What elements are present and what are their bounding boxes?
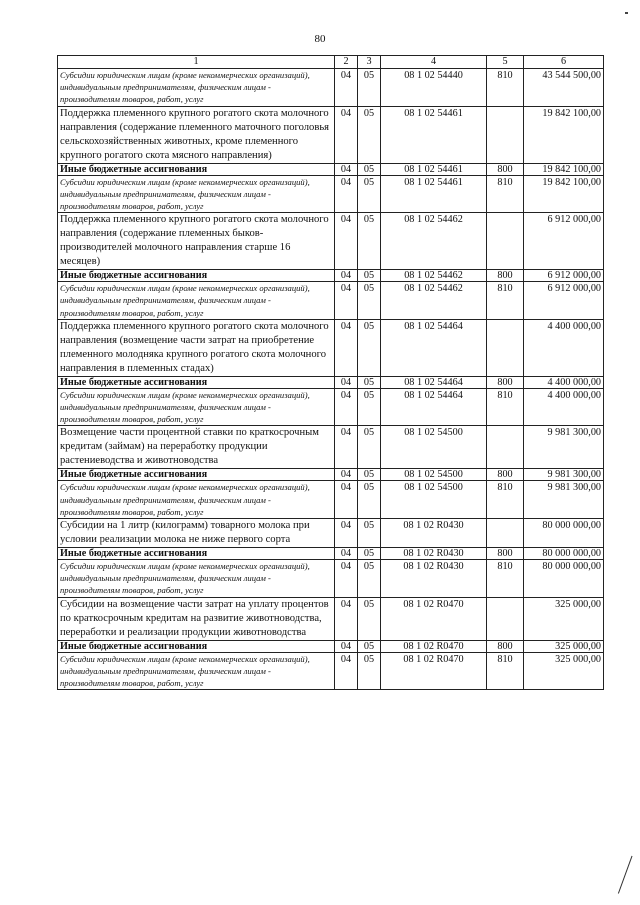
target-article-cell: 08 1 02 54464 — [381, 388, 487, 426]
expense-type-cell: 800 — [487, 163, 524, 175]
expense-type-cell: 800 — [487, 548, 524, 560]
table-row — [58, 597, 604, 640]
row-name-cell: Субсидии юридическим лицам (кроме некоммерческих организаций), индивидуальным предпринимателям, физическим лицам - производителям товаров, работ, услуг — [58, 69, 335, 107]
header-cell: 3 — [358, 56, 381, 69]
target-article-cell: 08 1 02 54462 — [381, 213, 487, 270]
expense-type-cell: 810 — [487, 388, 524, 426]
table-row — [58, 469, 604, 481]
section-code-cell: 04 — [335, 469, 358, 481]
section-code-cell: 04 — [335, 270, 358, 282]
row-name-cell: Иные бюджетные ассигнования — [58, 163, 335, 175]
row-name-cell: Субсидии юридическим лицам (кроме некоммерческих организаций), индивидуальным предпринимателям, физическим лицам - производителям товаров, работ, услуг — [58, 282, 335, 320]
section-code-cell: 04 — [335, 426, 358, 469]
table-row — [58, 560, 604, 598]
subsection-code-cell: 05 — [358, 270, 381, 282]
section-code-cell: 04 — [335, 282, 358, 320]
target-article-cell: 08 1 02 R0470 — [381, 640, 487, 652]
table-row — [58, 426, 604, 469]
amount-cell: 80 000 000,00 — [524, 519, 604, 548]
amount-cell: 43 544 500,00 — [524, 69, 604, 107]
row-name-cell: Поддержка племенного крупного рогатого скота молочного направления (содержание племенного маточного поголовья сельскохозяйственных животных, кроме племенного крупного рогатого скота мясного направления) — [58, 106, 335, 163]
row-name-cell: Иные бюджетные ассигнования — [58, 548, 335, 560]
row-name-cell: Поддержка племенного крупного рогатого скота молочного направления (возмещение части затрат на приобретение племенного молодняка крупного рогатого скота молочного направления в племенных стадах) — [58, 319, 335, 376]
subsection-code-cell: 05 — [358, 560, 381, 598]
amount-cell: 325 000,00 — [524, 652, 604, 690]
row-name-cell: Иные бюджетные ассигнования — [58, 469, 335, 481]
target-article-cell: 08 1 02 54500 — [381, 426, 487, 469]
row-name-cell: Субсидии юридическим лицам (кроме некоммерческих организаций), индивидуальным предпринимателям, физическим лицам - производителям товаров, работ, услуг — [58, 175, 335, 213]
table-row — [58, 213, 604, 270]
target-article-cell: 08 1 02 54461 — [381, 106, 487, 163]
expense-type-cell — [487, 106, 524, 163]
subsection-code-cell: 05 — [358, 481, 381, 519]
amount-cell: 325 000,00 — [524, 597, 604, 640]
subsection-code-cell: 05 — [358, 175, 381, 213]
amount-cell: 19 842 100,00 — [524, 163, 604, 175]
table-row — [58, 106, 604, 163]
section-code-cell: 04 — [335, 175, 358, 213]
table-row — [58, 640, 604, 652]
row-name-cell: Субсидии на возмещение части затрат на уплату процентов по краткосрочным кредитам на развитие животноводства, переработки и реализации продукции животноводства — [58, 597, 335, 640]
expense-type-cell: 810 — [487, 69, 524, 107]
budget-table — [57, 55, 604, 690]
expense-type-cell — [487, 319, 524, 376]
target-article-cell: 08 1 02 R0470 — [381, 652, 487, 690]
target-article-cell: 08 1 02 54440 — [381, 69, 487, 107]
table-row — [58, 69, 604, 107]
subsection-code-cell: 05 — [358, 163, 381, 175]
target-article-cell: 08 1 02 R0430 — [381, 548, 487, 560]
row-name-cell: Субсидии юридическим лицам (кроме некоммерческих организаций), индивидуальным предпринимателям, физическим лицам - производителям товаров, работ, услуг — [58, 652, 335, 690]
section-code-cell: 04 — [335, 376, 358, 388]
header-cell: 1 — [58, 56, 335, 69]
table-row — [58, 282, 604, 320]
table-row — [58, 319, 604, 376]
section-code-cell: 04 — [335, 560, 358, 598]
amount-cell: 19 842 100,00 — [524, 106, 604, 163]
target-article-cell: 08 1 02 54464 — [381, 319, 487, 376]
expense-type-cell — [487, 597, 524, 640]
table-row — [58, 175, 604, 213]
amount-cell: 80 000 000,00 — [524, 548, 604, 560]
target-article-cell: 08 1 02 54500 — [381, 481, 487, 519]
row-name-cell: Возмещение части процентной ставки по краткосрочным кредитам (займам) на переработку продукции растениеводства и животноводства — [58, 426, 335, 469]
amount-cell: 4 400 000,00 — [524, 376, 604, 388]
header-cell: 6 — [524, 56, 604, 69]
row-name-cell: Субсидии юридическим лицам (кроме некоммерческих организаций), индивидуальным предпринимателям, физическим лицам - производителям товаров, работ, услуг — [58, 481, 335, 519]
section-code-cell: 04 — [335, 640, 358, 652]
header-cell: 2 — [335, 56, 358, 69]
subsection-code-cell: 05 — [358, 519, 381, 548]
expense-type-cell: 810 — [487, 652, 524, 690]
target-article-cell: 08 1 02 54464 — [381, 376, 487, 388]
subsection-code-cell: 05 — [358, 282, 381, 320]
expense-type-cell: 810 — [487, 481, 524, 519]
amount-cell: 4 400 000,00 — [524, 388, 604, 426]
subsection-code-cell: 05 — [358, 319, 381, 376]
table-row — [58, 163, 604, 175]
expense-type-cell: 800 — [487, 270, 524, 282]
row-name-cell: Иные бюджетные ассигнования — [58, 376, 335, 388]
subsection-code-cell: 05 — [358, 548, 381, 560]
section-code-cell: 04 — [335, 652, 358, 690]
target-article-cell: 08 1 02 R0430 — [381, 560, 487, 598]
row-name-cell: Иные бюджетные ассигнования — [58, 270, 335, 282]
table-row — [58, 270, 604, 282]
subsection-code-cell: 05 — [358, 388, 381, 426]
row-name-cell: Субсидии на 1 литр (килограмм) товарного молока при условии реализации молока не ниже первого сорта — [58, 519, 335, 548]
row-name-cell: Субсидии юридическим лицам (кроме некоммерческих организаций), индивидуальным предпринимателям, физическим лицам - производителям товаров, работ, услуг — [58, 560, 335, 598]
table-row — [58, 388, 604, 426]
table-row — [58, 481, 604, 519]
pen-stroke-mark — [608, 852, 632, 893]
amount-cell: 19 842 100,00 — [524, 175, 604, 213]
section-code-cell: 04 — [335, 163, 358, 175]
target-article-cell: 08 1 02 R0430 — [381, 519, 487, 548]
subsection-code-cell: 05 — [358, 652, 381, 690]
subsection-code-cell: 05 — [358, 69, 381, 107]
section-code-cell: 04 — [335, 548, 358, 560]
section-code-cell: 04 — [335, 213, 358, 270]
expense-type-cell: 810 — [487, 175, 524, 213]
expense-type-cell — [487, 519, 524, 548]
amount-cell: 9 981 300,00 — [524, 469, 604, 481]
table-row — [58, 519, 604, 548]
amount-cell: 6 912 000,00 — [524, 213, 604, 270]
subsection-code-cell: 05 — [358, 213, 381, 270]
table-row — [58, 376, 604, 388]
expense-type-cell: 800 — [487, 640, 524, 652]
amount-cell: 9 981 300,00 — [524, 426, 604, 469]
amount-cell: 9 981 300,00 — [524, 481, 604, 519]
subsection-code-cell: 05 — [358, 597, 381, 640]
expense-type-cell: 800 — [487, 376, 524, 388]
subsection-code-cell: 05 — [358, 426, 381, 469]
page-number: 80 — [314, 33, 326, 45]
amount-cell: 4 400 000,00 — [524, 319, 604, 376]
amount-cell: 80 000 000,00 — [524, 560, 604, 598]
section-code-cell: 04 — [335, 319, 358, 376]
target-article-cell: 08 1 02 54461 — [381, 175, 487, 213]
target-article-cell: 08 1 02 54462 — [381, 282, 487, 320]
subsection-code-cell: 05 — [358, 106, 381, 163]
expense-type-cell — [487, 426, 524, 469]
amount-cell: 6 912 000,00 — [524, 282, 604, 320]
subsection-code-cell: 05 — [358, 376, 381, 388]
target-article-cell: 08 1 02 54461 — [381, 163, 487, 175]
expense-type-cell — [487, 213, 524, 270]
target-article-cell: 08 1 02 54500 — [381, 469, 487, 481]
target-article-cell: 08 1 02 R0470 — [381, 597, 487, 640]
section-code-cell: 04 — [335, 69, 358, 107]
section-code-cell: 04 — [335, 106, 358, 163]
row-name-cell: Иные бюджетные ассигнования — [58, 640, 335, 652]
scan-speck — [625, 12, 628, 14]
expense-type-cell: 810 — [487, 282, 524, 320]
subsection-code-cell: 05 — [358, 640, 381, 652]
expense-type-cell: 810 — [487, 560, 524, 598]
section-code-cell: 04 — [335, 481, 358, 519]
header-cell: 5 — [487, 56, 524, 69]
target-article-cell: 08 1 02 54462 — [381, 270, 487, 282]
row-name-cell: Поддержка племенного крупного рогатого скота молочного направления (содержание племенных быков-производителей молочного направления старше 16 месяцев) — [58, 213, 335, 270]
header-row — [58, 56, 604, 69]
table-body — [58, 69, 604, 690]
row-name-cell: Субсидии юридическим лицам (кроме некоммерческих организаций), индивидуальным предпринимателям, физическим лицам - производителям товаров, работ, услуг — [58, 388, 335, 426]
section-code-cell: 04 — [335, 597, 358, 640]
subsection-code-cell: 05 — [358, 469, 381, 481]
amount-cell: 325 000,00 — [524, 640, 604, 652]
expense-type-cell: 800 — [487, 469, 524, 481]
table-row — [58, 652, 604, 690]
table-row — [58, 548, 604, 560]
header-cell: 4 — [381, 56, 487, 69]
section-code-cell: 04 — [335, 519, 358, 548]
amount-cell: 6 912 000,00 — [524, 270, 604, 282]
section-code-cell: 04 — [335, 388, 358, 426]
